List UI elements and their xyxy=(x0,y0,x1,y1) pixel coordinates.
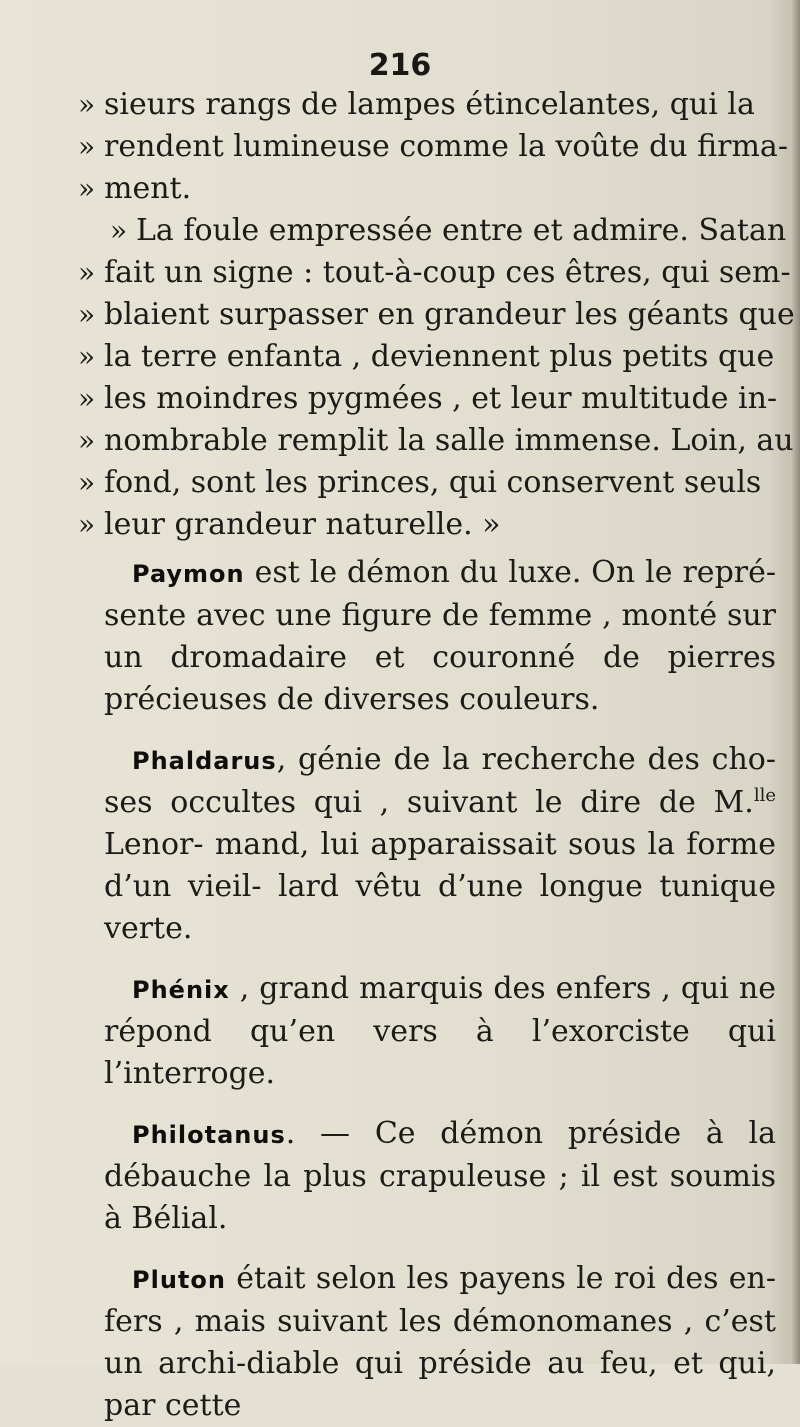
guillemet: » xyxy=(78,256,96,289)
entry-paymon xyxy=(104,552,776,721)
entry-text: est le démon du luxe. On le repré- sente avec une figure de femme , monté sur un dromadaire et couronné de pierres précieuses de diverses couleurs. xyxy=(104,555,776,717)
entry-heading: Phaldarus xyxy=(132,747,277,775)
entry-text: était selon les payens le roi des en- fers , mais suivant les démonomanes , c’est un archi-diable qui préside au feu, et qui, par cette xyxy=(104,1261,776,1423)
guillemet: » xyxy=(110,214,128,247)
quote-line: » leur grandeur naturelle. » xyxy=(104,504,776,546)
quotation-block xyxy=(78,84,795,546)
entry-philotanus xyxy=(104,1113,776,1240)
quote-line: » sieurs rangs de lampes étincelantes, qui la xyxy=(104,84,776,126)
quote-line: » fond, sont les princes, qui conservent seuls xyxy=(104,462,776,504)
quote-line: » nombrable remplit la salle immense. Loin, au xyxy=(104,420,776,462)
entry-heading: Philotanus xyxy=(132,1121,286,1149)
quote-line: » rendent lumineuse comme la voûte du firma- xyxy=(104,126,776,168)
guillemet: » xyxy=(78,298,96,331)
entry-text: Lenor- mand, lui apparaissait sous la forme d’un vieil- lard vêtu d’une longue tunique verte. xyxy=(104,827,776,946)
page-number: 216 xyxy=(368,48,432,83)
entry-phenix xyxy=(104,968,776,1095)
guillemet: » xyxy=(78,172,96,205)
guillemet: » xyxy=(78,466,96,499)
superscript: lle xyxy=(753,785,776,806)
guillemet: » xyxy=(78,340,96,373)
quote-line: » fait un signe : tout-à-coup ces êtres, qui sem- xyxy=(104,252,776,294)
guillemet: » xyxy=(78,424,96,457)
quote-line: » blaient surpasser en grandeur les géants que xyxy=(104,294,776,336)
entry-pluton xyxy=(104,1258,776,1427)
guillemet: » xyxy=(78,508,96,541)
guillemet: » xyxy=(78,130,96,163)
quote-line: » la terre enfanta , deviennent plus petits que xyxy=(104,336,776,378)
entry-heading: Pluton xyxy=(132,1266,226,1294)
quote-line: » La foule empressée entre et admire. Satan xyxy=(104,210,776,252)
entry-text: . — Ce démon préside à la débauche la plus crapuleuse ; il est soumis à Bélial. xyxy=(104,1116,776,1236)
entry-heading: Phénix xyxy=(132,976,230,1004)
entry-text: , grand marquis des enfers , qui ne répond qu’en vers à l’exorciste qui l’interroge. xyxy=(104,971,776,1091)
guillemet: » xyxy=(78,88,96,121)
guillemet: » xyxy=(78,382,96,415)
entry-text: , génie de la recherche des cho- ses occultes qui , suivant le dire de M. xyxy=(104,742,776,820)
quote-line: » les moindres pygmées , et leur multitude in- xyxy=(104,378,776,420)
quote-line: » ment. xyxy=(104,168,776,210)
entry-phaldarus xyxy=(104,739,776,950)
page-edge xyxy=(790,0,800,1364)
page-body xyxy=(78,84,795,1427)
entry-heading: Paymon xyxy=(132,560,245,588)
